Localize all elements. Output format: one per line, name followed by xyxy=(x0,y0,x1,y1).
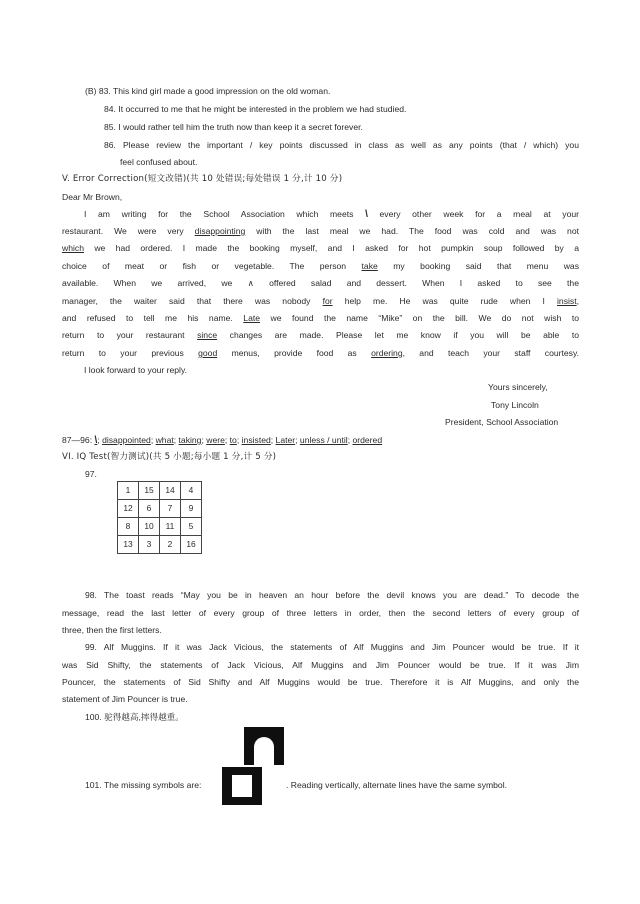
letter-line-7: and refused to tell me his name. Late we found the name “Mike” on the bill. We do not wish to xyxy=(62,313,579,323)
grid-cell: 6 xyxy=(139,500,160,518)
letter-line-9: return to your previous good menus, provide food as ordering, and teach your staff courtesy. xyxy=(62,348,580,358)
letter-line-1: I am writing for the School Association which meets \ every other week for a meal at your xyxy=(84,209,579,220)
grid-cell: 10 xyxy=(139,518,160,536)
letter-line-4: choice of meat or fish or vegetable. The person take my booking said that menu was xyxy=(62,261,579,271)
question-100: 100. 驼得越高,摔得越重。 xyxy=(85,712,184,722)
grid-cell: 7 xyxy=(160,500,181,518)
missing-symbols-icon xyxy=(222,727,286,807)
grid-cell: 8 xyxy=(118,518,139,536)
question-99-line2: was Sid Shifty, the statements of Jack Vicious, Alf Muggins and Jim Pouncer would be true. If it was Jim xyxy=(62,660,579,670)
question-98-line2: message, read the last letter of every group of three letters in order, then the second letters of every group of xyxy=(62,608,579,618)
answer-key-87-96: 87—96: \; disappointed; what; taking; were; to; insisted; Later; unless / until; ordered xyxy=(62,435,383,446)
question-101-suffix: . Reading vertically, alternate lines have the same symbol. xyxy=(286,780,507,790)
grid-cell: 14 xyxy=(160,482,181,500)
item-85: 85. I would rather tell him the truth now than keep it a secret forever. xyxy=(104,122,363,132)
letter-line-2: restaurant. We were very disappointing with the last meal we had. The food was cold and was not xyxy=(62,226,579,236)
letter-signer-position: President, School Association xyxy=(445,417,559,427)
question-98-line1: 98. The toast reads “May you be in heaven an hour before the devil knows you are dead.” To decode the xyxy=(85,590,579,600)
question-99-line1: 99. Alf Muggins. If it was Jack Vicious, the statements of Alf Muggins and Jim Pouncer would be true. If it xyxy=(85,642,579,652)
item-86-line2: feel confused about. xyxy=(120,157,198,167)
grid-cell: 3 xyxy=(139,536,160,554)
question-99-line3: Pouncer, the statements of Sid Shifty and Alf Muggins would be true. Therefore it is Alf Muggins, and only the xyxy=(62,677,579,687)
grid-cell: 12 xyxy=(118,500,139,518)
letter-line-8: return to your restaurant since changes are made. Please let me know if you will be able to xyxy=(62,330,580,340)
question-99-line4: statement of Jim Pouncer is true. xyxy=(62,694,188,704)
grid-cell: 5 xyxy=(181,518,202,536)
letter-line-3: which we had ordered. I made the booking myself, and I asked for hot pumpkin soup followed by a xyxy=(62,243,579,253)
magic-square-grid xyxy=(117,481,202,554)
letter-closing: I look forward to your reply. xyxy=(84,365,188,375)
item-83: (B) 83. This kind girl made a good impression on the old woman. xyxy=(85,86,331,96)
grid-cell: 13 xyxy=(118,536,139,554)
grid-cell: 1 xyxy=(118,482,139,500)
grid-cell: 15 xyxy=(139,482,160,500)
item-84: 84. It occurred to me that he might be interested in the problem we had studied. xyxy=(104,104,407,114)
grid-cell: 9 xyxy=(181,500,202,518)
grid-cell: 16 xyxy=(181,536,202,554)
grid-cell: 2 xyxy=(160,536,181,554)
missing-symbols-figure xyxy=(222,727,286,807)
item-86-line1: 86. Please review the important / key points discussed in class as well as any points (that / which) you xyxy=(104,140,579,150)
grid-cell: 11 xyxy=(160,518,181,536)
letter-line-5: available. When we arrived, we ∧ offered salad and dessert. When I asked to see the xyxy=(62,278,579,288)
section-5-title: V. Error Correction(短文改错)(共 10 处错误;每处错误 1 分,计 10 分) xyxy=(62,174,343,184)
question-98-line3: three, then the first letters. xyxy=(62,625,162,635)
letter-signer-name: Tony Lincoln xyxy=(491,400,539,410)
grid-cell: 4 xyxy=(181,482,202,500)
letter-salutation: Dear Mr Brown, xyxy=(62,192,123,202)
letter-signoff: Yours sincerely, xyxy=(488,382,548,392)
question-97-label: 97. xyxy=(85,469,97,479)
letter-line-6: manager, the waiter said that there was nobody for help me. He was quite rude when I insist, xyxy=(62,296,579,306)
section-6-title: VI. IQ Test(智力测试)(共 5 小题;每小题 1 分,计 5 分) xyxy=(62,452,277,462)
question-101-prefix: 101. The missing symbols are: xyxy=(85,780,202,790)
